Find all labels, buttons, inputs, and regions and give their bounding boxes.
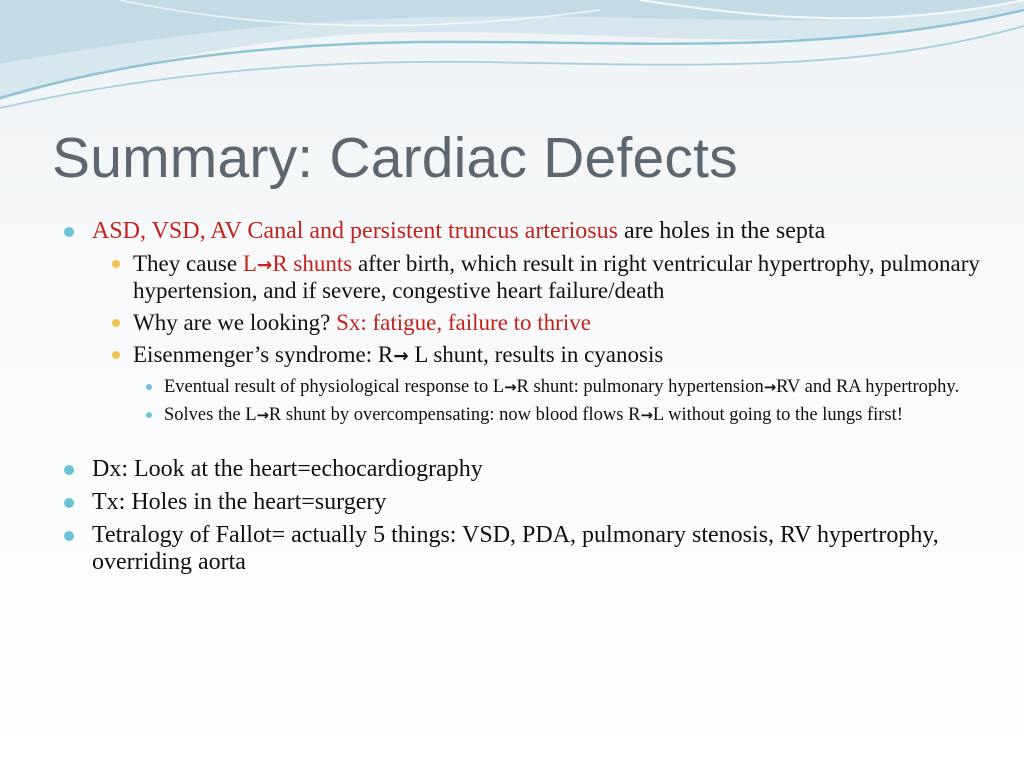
bullet-text: L shunt, results in cyanosis	[408, 342, 664, 367]
bullet-text: after birth, which result in right ventricular hypertrophy, pulmonary hypertension, and if severe, congestive heart failure/death	[133, 251, 980, 303]
right-arrow-icon: →	[256, 407, 269, 424]
spacer	[62, 432, 982, 456]
bullet-dot-icon	[64, 227, 74, 237]
bullet-text: R shunt: pulmonary hypertension	[516, 377, 764, 397]
right-arrow-icon: →	[504, 379, 517, 396]
bullet-why-looking	[104, 310, 982, 335]
shunt-text-l: L	[242, 251, 257, 276]
bullet-text: Solves the L	[164, 405, 257, 425]
bullet-text: Tx: Holes in the heart=surgery	[92, 489, 387, 515]
bullet-text: are holes in the septa	[617, 218, 826, 244]
bullet-text: RV and RA hypertrophy.	[776, 377, 960, 397]
bullet-text: Eisenmenger’s syndrome: R	[133, 342, 394, 367]
bullet-dot-icon	[146, 384, 152, 390]
right-arrow-icon: →	[640, 407, 653, 424]
bullet-septal-holes	[62, 218, 982, 245]
bullet-dot-icon	[112, 319, 120, 327]
header-wave-decoration	[0, 0, 1024, 120]
defect-list-text: ASD, VSD, AV Canal and persistent truncus arteriosus	[92, 218, 618, 244]
bullet-dot-icon	[112, 351, 120, 359]
bullet-dot-icon	[112, 260, 120, 268]
bullet-text: Tetralogy of Fallot= actually 5 things: VSD, PDA, pulmonary stenosis, RV hypertrophy, overriding aorta	[92, 522, 939, 575]
symptoms-text: Sx: fatigue, failure to thrive	[336, 310, 591, 335]
bullet-dot-icon	[64, 498, 74, 508]
right-arrow-icon: →	[256, 255, 273, 276]
bullet-diagnosis	[62, 456, 982, 483]
shunt-text-r: R shunts	[272, 251, 353, 276]
bullet-text: They cause	[133, 251, 243, 276]
bullet-eventual-result	[136, 376, 982, 399]
bullet-tetralogy	[62, 522, 982, 576]
slide-content	[62, 218, 982, 582]
bullet-solves-shunt	[136, 404, 982, 427]
bullet-eisenmenger	[104, 342, 982, 369]
bullet-lr-shunts	[104, 251, 982, 303]
bullet-text: Eventual result of physiological response to L	[164, 377, 505, 397]
bullet-dot-icon	[64, 465, 74, 475]
bullet-dot-icon	[146, 412, 152, 418]
bullet-dot-icon	[64, 531, 74, 541]
slide-title: Summary: Cardiac Defects	[52, 126, 738, 190]
bullet-text: Dx: Look at the heart=echocardiography	[92, 456, 483, 482]
bullet-text: L without going to the lungs first!	[652, 405, 903, 425]
bullet-text: R shunt by overcompensating: now blood flows R	[268, 405, 641, 425]
bullet-treatment	[62, 489, 982, 516]
right-arrow-icon: →	[393, 346, 409, 367]
right-arrow-icon: →	[763, 379, 777, 396]
bullet-text: Why are we looking?	[133, 310, 337, 335]
